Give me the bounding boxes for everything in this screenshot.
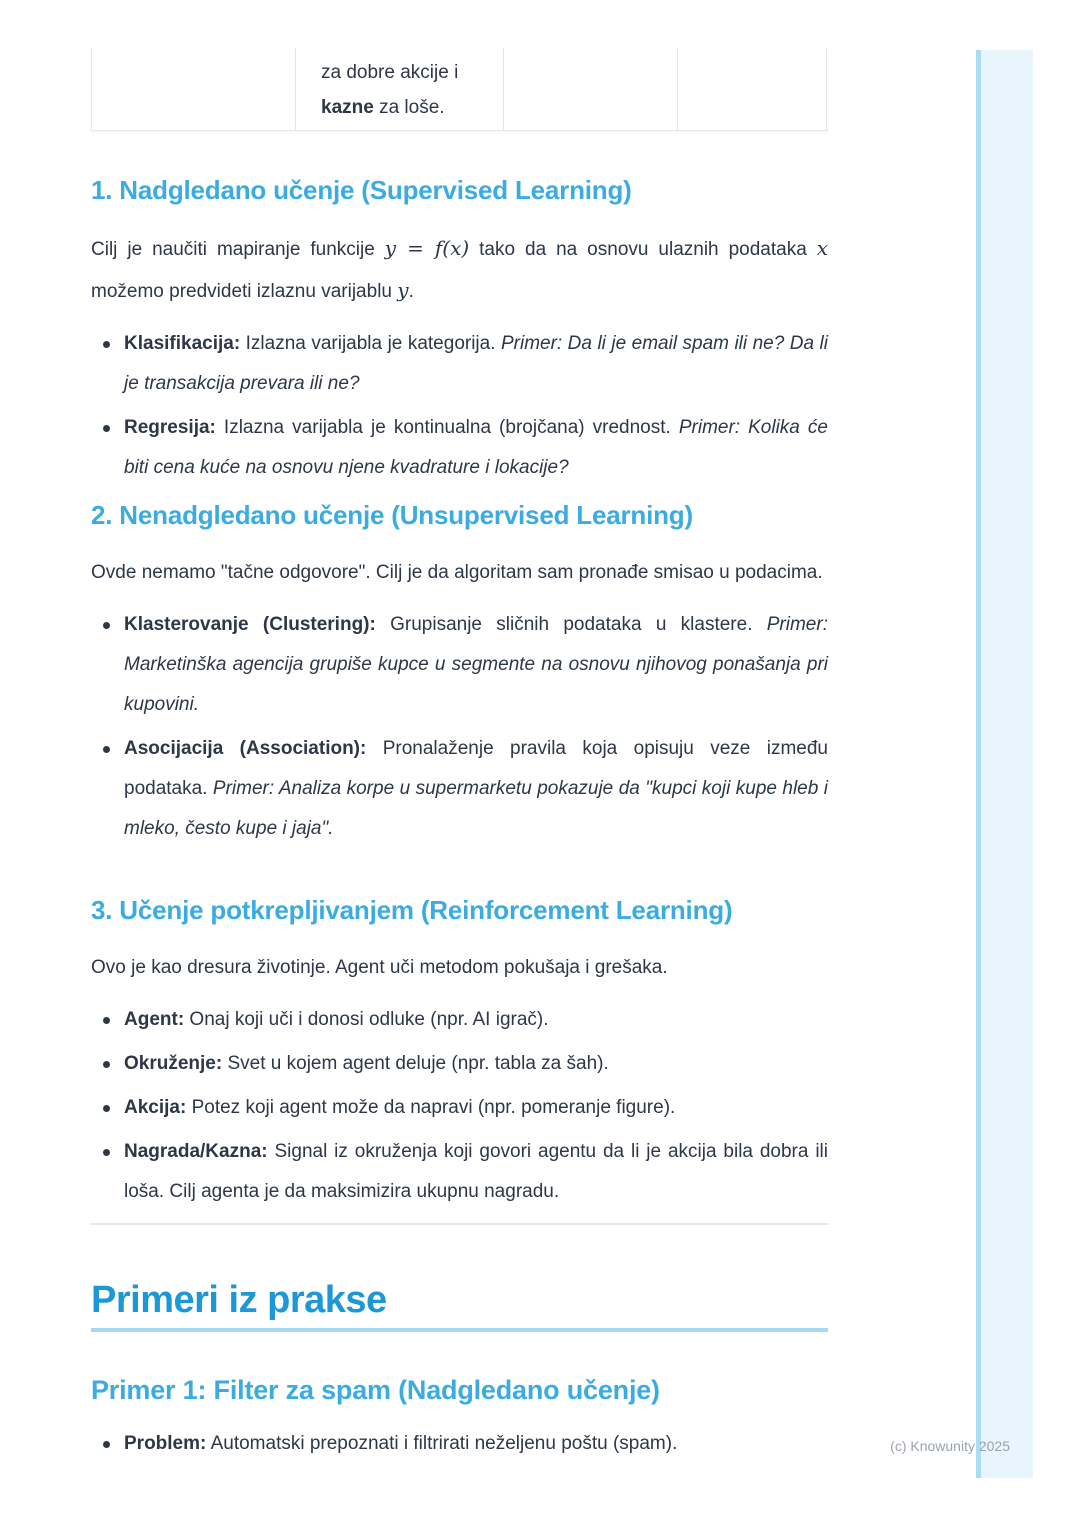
cell-text: za loše. (373, 97, 445, 118)
examples-title: Primeri iz prakse (91, 1279, 387, 1321)
item-text: Automatski prepoznati i filtrirati neželjenu poštu (spam). (206, 1433, 678, 1454)
list-item (91, 1132, 828, 1212)
term-text: Regresija: (124, 417, 216, 438)
accent-rule (91, 1328, 828, 1332)
section-reinforcement-learning (91, 892, 828, 1212)
term-text: Okruženje: (124, 1053, 223, 1074)
body-text: . (408, 281, 414, 302)
term-text: Klasifikacija: (124, 333, 241, 354)
bullet-list (91, 324, 828, 488)
table-cell-empty (503, 48, 677, 130)
math-formula: y = f(x) (384, 236, 470, 260)
cell-text-bold: kazne (321, 97, 374, 118)
decorative-stripe (976, 50, 1033, 1478)
table-cell-empty (91, 48, 295, 130)
term-text: Agent: (124, 1009, 185, 1030)
item-text: Pronalaženje pravila koja opisuju veze između podataka. (124, 738, 828, 799)
table-cell-empty (677, 48, 827, 130)
example-text: Primer: Analiza korpe u supermarketu pokazuje da "kupci koji kupe hleb i mleko, često kupe i jaja". (124, 778, 828, 839)
example-text: Primer: Da li je email spam ili ne? Da li je transakcija prevara ili ne? (124, 333, 828, 394)
body-text: Cilj je naučiti mapiranje funkcije (91, 239, 385, 260)
section-divider (91, 1223, 828, 1225)
term-text: Nagrada/Kazna: (124, 1141, 268, 1162)
body-text: možemo predvideti izlaznu varijablu (91, 281, 398, 302)
list-item (91, 1044, 828, 1084)
example-heading: Primer 1: Filter za spam (Nadgledano učenje) (91, 1375, 660, 1405)
term-text: Akcija: (124, 1097, 187, 1118)
example-text: Primer: Marketinška agencija grupiše kupce u segmente na osnovu njihovog ponašanja pri kupovini. (124, 614, 828, 715)
list-item (91, 729, 828, 849)
paragraph (91, 228, 828, 312)
table-cell-line (321, 90, 483, 125)
list-item (91, 324, 828, 404)
body-text: tako da na osnovu ulaznih podataka (469, 239, 817, 260)
term-text: Klasterovanje (Clustering): (124, 614, 376, 635)
item-text: Svet u kojem agent deluje (npr. tabla za šah). (222, 1053, 609, 1074)
example-text: Primer: Kolika će biti cena kuće na osnovu njene kvadrature i lokacije? (124, 417, 828, 478)
section-unsupervised-learning (91, 497, 828, 849)
item-text: Izlazna varijabla je kategorija. (240, 333, 501, 354)
list-item (91, 1000, 828, 1040)
table-cell-line (321, 55, 483, 90)
list-item (91, 605, 828, 725)
section-heading: 2. Nenadgledano učenje (Unsupervised Learning) (91, 500, 693, 530)
list-item (91, 1424, 828, 1464)
item-text: Signal iz okruženja koji govori agentu da li je akcija bila dobra ili loša. Cilj agenta je da maksimizira ukupnu nagradu. (124, 1141, 828, 1202)
bullet-list (91, 605, 828, 849)
paragraph: Ovo je kao dresura životinje. Agent uči metodom pokušaja i grešaka. (91, 957, 668, 978)
list-item (91, 408, 828, 488)
item-text: Grupisanje sličnih podataka u klastere. (375, 614, 767, 635)
math-variable: y (397, 278, 409, 302)
section-examples (91, 1223, 828, 1464)
bullet-list (91, 1424, 828, 1464)
term-text: Problem: (124, 1433, 207, 1454)
table-cell-text (295, 48, 503, 130)
section-heading: 1. Nadgledano učenje (Supervised Learning) (91, 175, 632, 205)
paragraph: Ovde nemamo "tačne odgovore". Cilj je da algoritam sam pronađe smisao u podacima. (91, 562, 823, 583)
term-text: Asocijacija (Association): (124, 738, 367, 759)
math-variable: x (816, 236, 829, 260)
list-item (91, 1088, 828, 1128)
section-supervised-learning (91, 172, 828, 488)
copyright-text: (c) Knowunity 2025 (890, 1438, 1010, 1454)
item-text: Potez koji agent može da napravi (npr. pomeranje figure). (186, 1097, 676, 1118)
item-text: Onaj koji uči i donosi odluke (npr. AI igrač). (184, 1009, 549, 1030)
table-fragment (91, 48, 828, 131)
item-text: Izlazna varijabla je kontinualna (brojčana) vrednost. (215, 417, 679, 438)
bullet-list (91, 1000, 828, 1212)
cell-text: za dobre akcije i (321, 62, 459, 83)
section-heading: 3. Učenje potkrepljivanjem (Reinforcement Learning) (91, 895, 733, 925)
